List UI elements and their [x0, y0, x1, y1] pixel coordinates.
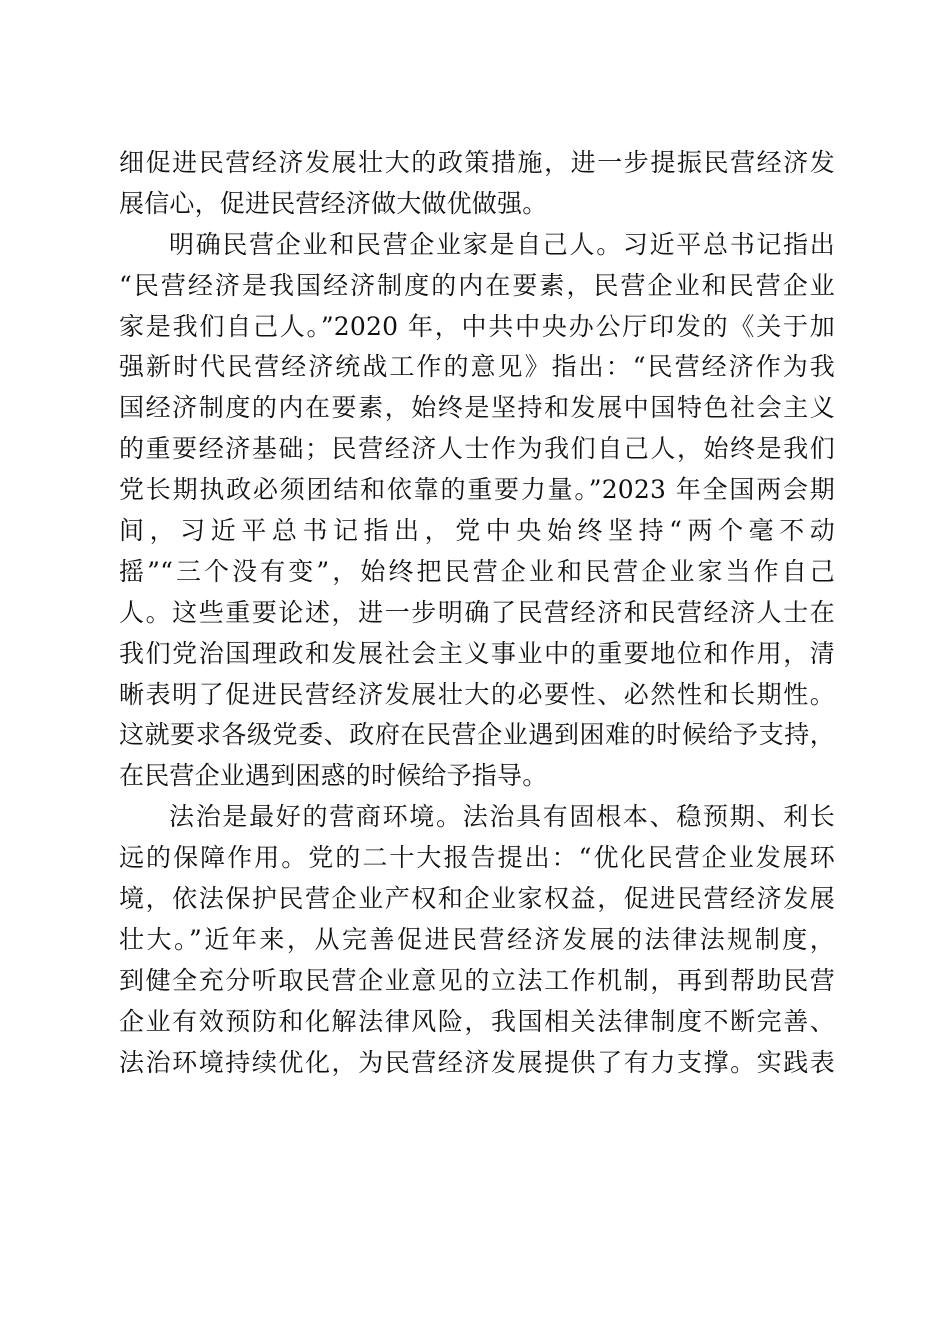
text-line: 法治环境持续优化，为民营经济发展提供了有力支撑。实践表 — [119, 1047, 835, 1077]
text-line: 间，习近平总书记指出，党中央始终坚持“两个毫不动 — [119, 516, 835, 546]
text-line: 企业有效预防和化解法律风险，我国相关法律制度不断完善、 — [119, 1006, 835, 1036]
paragraph-1 — [119, 143, 835, 225]
text-line: 细促进民营经济发展壮大的政策措施，进一步提振民营经济发 — [119, 148, 835, 177]
paragraph-2 — [119, 225, 835, 797]
text-line: 这就要求各级党委、政府在民营企业遇到困难的时候给予支持， — [119, 720, 835, 750]
text-line: 我们党治国理政和发展社会主义事业中的重要地位和作用，清 — [119, 638, 835, 668]
text-line: 强新时代民营经济统战工作的意见》指出：“民营经济作为我 — [119, 352, 835, 382]
text-line: 国经济制度的内在要素，始终是坚持和发展中国特色社会主义 — [119, 393, 835, 423]
body-text — [119, 143, 835, 1083]
text-line: 在民营企业遇到困惑的时候给予指导。 — [119, 761, 548, 791]
text-line: 晰表明了促进民营经济发展壮大的必要性、必然性和长期性。 — [119, 679, 835, 709]
text-line: 法治是最好的营商环境。法治具有固根本、稳预期、利长 — [169, 802, 835, 832]
text-line: 境，依法保护民营企业产权和企业家权益，促进民营经济发展 — [119, 884, 835, 914]
text-line: 远的保障作用。党的二十大报告提出：“优化民营企业发展环 — [119, 843, 835, 873]
text-line: “民营经济是我国经济制度的内在要素，民营企业和民营企业 — [119, 270, 835, 300]
text-line: 壮大。”近年来，从完善促进民营经济发展的法律法规制度， — [119, 924, 835, 954]
text-line: 家是我们自己人。”2020 年，中共中央办公厅印发的《关于加 — [119, 311, 835, 341]
text-line: 人。这些重要论述，进一步明确了民营经济和民营经济人士在 — [119, 597, 835, 627]
paragraph-3 — [119, 797, 835, 1083]
text-line: 的重要经济基础；民营经济人士作为我们自己人，始终是我们 — [119, 434, 835, 464]
text-line: 到健全充分听取民营企业意见的立法工作机制，再到帮助民营 — [119, 965, 835, 995]
text-line: 展信心，促进民营经济做大做优做强。 — [119, 188, 548, 218]
text-line: 明确民营企业和民营企业家是自己人。习近平总书记指出 — [169, 229, 835, 259]
text-line: 党长期执政必须团结和依靠的重要力量。”2023 年全国两会期 — [119, 475, 835, 505]
text-line: 摇”“三个没有变”，始终把民营企业和民营企业家当作自己 — [119, 556, 835, 586]
